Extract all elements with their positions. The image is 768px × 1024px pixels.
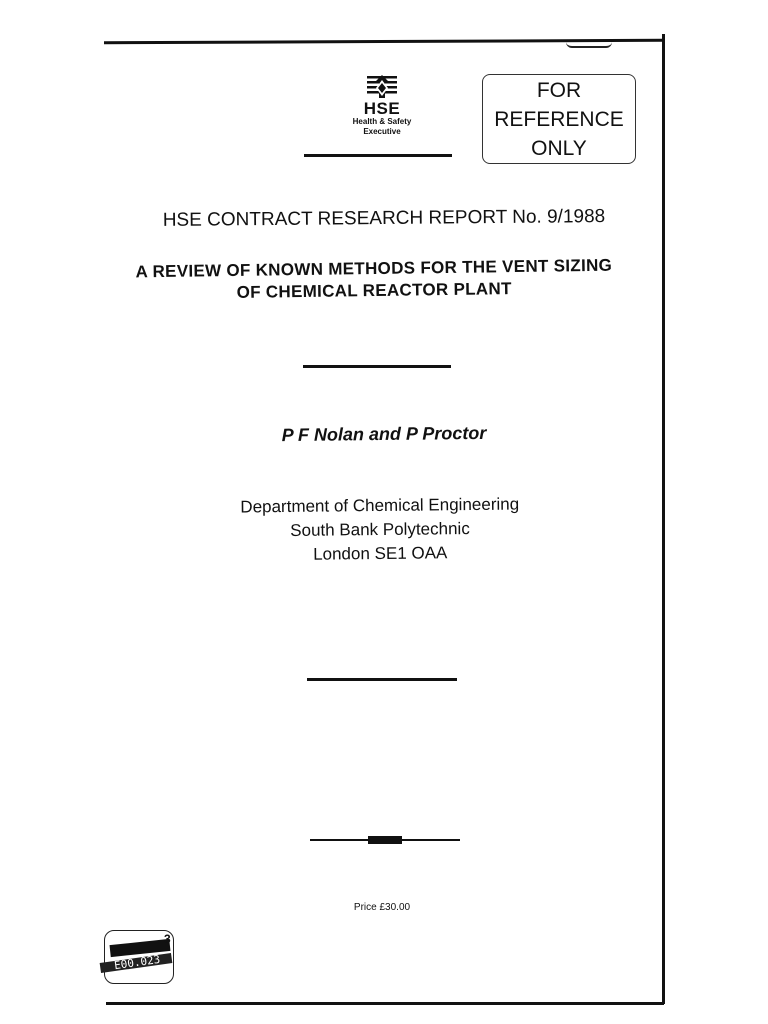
divider-2 [307,678,457,681]
ornament-block [368,836,402,844]
logo-subtitle-1: Health & Safety [352,117,412,126]
library-stamp-number: 3 [164,932,171,946]
price: Price £30.00 [353,902,411,913]
report-title-line-1: A REVIEW OF KNOWN METHODS FOR THE VENT SIZING [135,255,613,282]
logo-divider [304,154,452,157]
report-title-line-2: OF CHEMICAL REACTOR PLANT [236,279,512,302]
hse-logo [332,74,432,137]
logo-name: HSE [363,99,401,118]
hse-crown-icon [365,74,399,100]
institution-address [0,490,760,570]
logo-subtitle-2: Executive [363,127,401,136]
address-line-3: London SE1 OAA [313,543,448,564]
ornament-divider [310,836,460,844]
binding-clip [566,40,612,48]
report-number: HSE CONTRACT RESEARCH REPORT No. 9/1988 [162,206,606,231]
report-title [100,254,649,306]
library-stamp-code: E00.023 [113,952,162,973]
address-line-2: South Bank Polytechnic [290,519,470,540]
stamp-line-1: FOR [536,78,582,102]
address-line-1: Department of Chemical Engineering [240,494,520,517]
stamp-line-2: REFERENCE [494,107,624,131]
page-border-bottom [106,1002,664,1005]
reference-stamp [482,74,636,164]
stamp-line-3: ONLY [531,136,587,160]
divider-1 [303,365,451,368]
authors: P F Nolan and P Proctor [281,422,487,446]
library-stamp [98,922,184,988]
